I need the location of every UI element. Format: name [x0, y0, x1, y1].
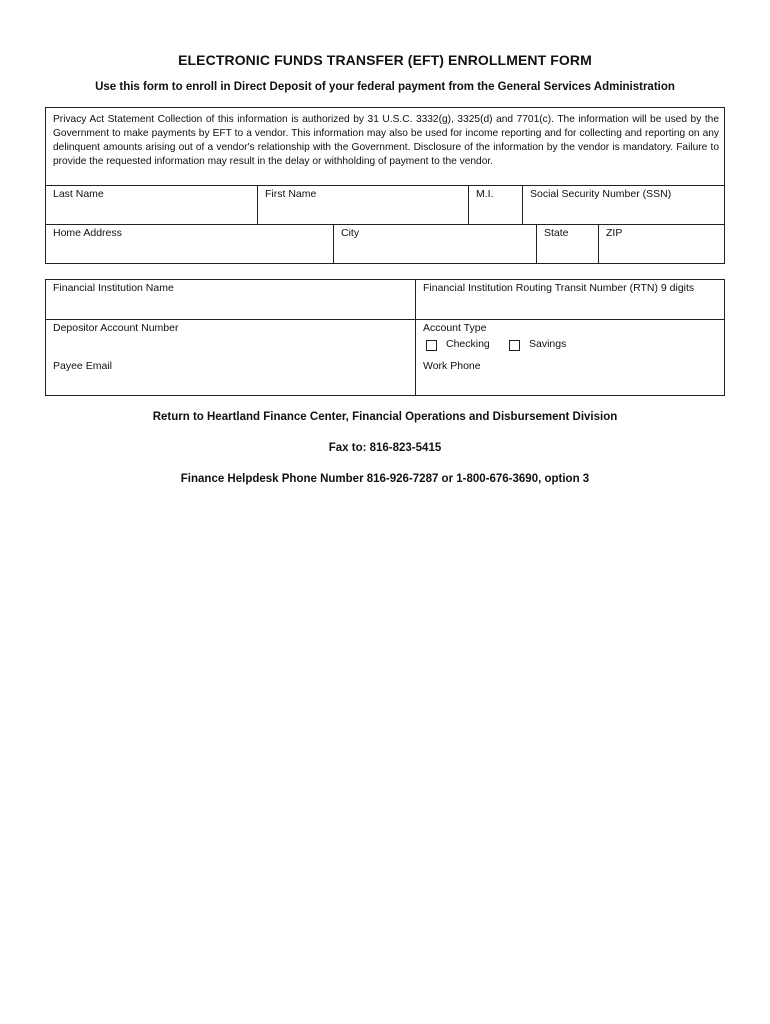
rtn-label: Financial Institution Routing Transit Number (RTN) 9 digits: [423, 282, 695, 294]
zip-label: ZIP: [606, 227, 623, 239]
work-phone-label: Work Phone: [423, 360, 481, 372]
account-type-label: Account Type: [423, 322, 487, 334]
return-instructions: Return to Heartland Finance Center, Financial Operations and Disbursement Division: [152, 411, 618, 423]
savings-label: Savings: [529, 338, 567, 350]
ssn-label: Social Security Number (SSN): [530, 188, 672, 200]
city-label: City: [341, 227, 360, 239]
state-field[interactable]: [536, 224, 598, 263]
personal-info-section: [45, 107, 725, 264]
institution-name-label: Financial Institution Name: [53, 282, 174, 294]
last-name-label: Last Name: [53, 188, 104, 200]
privacy-act-statement: Privacy Act Statement Collection of this information is authorized by 31 U.S.C. 3332(g), 3325(d) and 7701(c). The information will be used by the Government to make payments by EFT to a vendor. This information may also be used for income reporting and for collecting and reporting on any delinquent amounts arising out of a vendor's relationship with the Government. Disclosure of the information by the vendor is mandatory. Failure to provide the requested information may result in the delay or withholding of payment to the vendor.: [53, 114, 719, 167]
state-label: State: [544, 227, 569, 239]
account-number-label: Depositor Account Number: [53, 322, 179, 334]
payee-email-field[interactable]: [46, 358, 415, 395]
ssn-field[interactable]: [522, 185, 724, 224]
fax-number: Fax to: 816-823-5415: [328, 442, 442, 454]
zip-field[interactable]: [598, 224, 724, 263]
checking-checkbox[interactable]: [426, 340, 437, 351]
city-field[interactable]: [333, 224, 536, 263]
middle-initial-label: M.I.: [476, 188, 494, 200]
helpdesk-phone: Finance Helpdesk Phone Number 816-926-7287 or 1-800-676-3690, option 3: [180, 473, 590, 485]
form-subtitle: Use this form to enroll in Direct Deposit of your federal payment from the General Services Administration: [95, 81, 675, 93]
work-phone-field[interactable]: [415, 358, 724, 395]
payee-email-label: Payee Email: [53, 360, 112, 372]
first-name-label: First Name: [265, 188, 317, 200]
rtn-field[interactable]: [415, 280, 724, 319]
middle-initial-field[interactable]: [468, 185, 522, 224]
financial-info-section: [45, 279, 725, 396]
institution-name-field[interactable]: [46, 280, 415, 319]
savings-checkbox[interactable]: [509, 340, 520, 351]
checking-label: Checking: [446, 338, 490, 350]
home-address-field[interactable]: [46, 224, 333, 263]
last-name-field[interactable]: [46, 185, 257, 224]
first-name-field[interactable]: [257, 185, 468, 224]
account-number-field[interactable]: [46, 319, 415, 358]
home-address-label: Home Address: [53, 227, 122, 239]
form-title: ELECTRONIC FUNDS TRANSFER (EFT) ENROLLMENT FORM: [178, 52, 592, 68]
